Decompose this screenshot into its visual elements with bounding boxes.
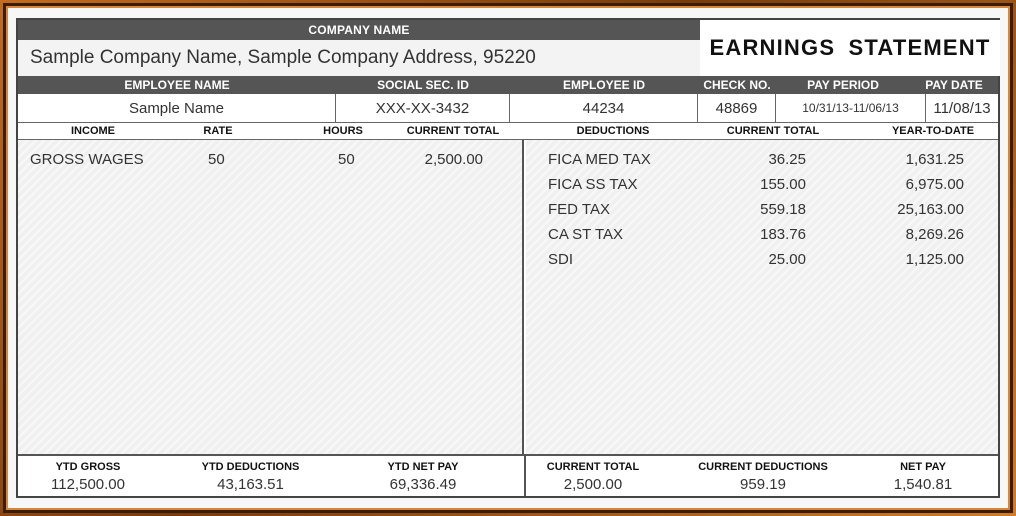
current-deductions-label: CURRENT DEDUCTIONS — [698, 461, 828, 473]
company-info: Sample Company Name, Sample Company Address, 95220 — [18, 40, 700, 76]
ytd-deductions-cell — [178, 456, 323, 496]
deduction-name: SDI — [548, 251, 574, 268]
ytd-gross-label: YTD GROSS — [55, 461, 121, 473]
document-title: EARNINGS STATEMENT — [700, 20, 1000, 76]
current-total-label: CURRENT TOTAL — [546, 461, 640, 473]
deduction-row — [526, 222, 998, 247]
ssn-header: SOCIAL SEC. ID — [377, 78, 469, 92]
pay-period-header: PAY PERIOD — [807, 78, 879, 92]
deduction-current: 183.76 — [760, 226, 806, 243]
deduction-row — [526, 172, 998, 197]
pay-date-header: PAY DATE — [925, 78, 983, 92]
current-deductions-cell — [688, 456, 838, 496]
deductions-column-header: DEDUCTIONS — [576, 125, 650, 137]
net-pay-cell — [868, 456, 978, 496]
deduction-name: FICA SS TAX — [548, 176, 638, 193]
deduction-ytd: 1,631.25 — [905, 151, 964, 168]
summary-footer — [18, 454, 998, 496]
employee-name-value: Sample Name — [18, 94, 336, 122]
employee-values-row — [18, 94, 998, 122]
deduction-row — [526, 147, 998, 172]
ytd-gross-value: 112,500.00 — [51, 476, 125, 493]
ssn-value: XXX-XX-3432 — [336, 94, 510, 122]
deduction-name: CA ST TAX — [548, 226, 624, 243]
ytd-net-pay-value: 69,336.49 — [389, 476, 457, 493]
ytd-column-header: YEAR-TO-DATE — [891, 125, 975, 137]
check-number-header: CHECK NO. — [703, 78, 771, 92]
deduction-name: FICA MED TAX — [548, 151, 651, 168]
income-row — [18, 147, 522, 172]
footer-divider — [524, 456, 526, 496]
ytd-deductions-value: 43,163.51 — [217, 476, 284, 493]
current-deductions-value: 959.19 — [740, 476, 786, 493]
deduction-ytd: 1,125.00 — [905, 251, 964, 268]
employee-id-value: 44234 — [510, 94, 698, 122]
earnings-statement — [16, 18, 1000, 498]
deduction-current: 155.00 — [760, 176, 806, 193]
employee-header-row — [18, 76, 998, 94]
deduction-current: 559.18 — [760, 201, 806, 218]
ytd-deductions-label: YTD DEDUCTIONS — [201, 461, 300, 473]
employee-id-header: EMPLOYEE ID — [562, 78, 645, 92]
deduction-name: FED TAX — [548, 201, 610, 218]
deduction-row — [526, 247, 998, 272]
deduction-current: 25.00 — [768, 251, 806, 268]
rate-column-header: RATE — [203, 125, 233, 137]
net-pay-label: NET PAY — [900, 461, 946, 473]
current-total-value: 2,500.00 — [563, 476, 623, 493]
ytd-net-pay-cell — [363, 456, 483, 496]
net-pay-value: 1,540.81 — [893, 476, 953, 493]
employee-name-header: EMPLOYEE NAME — [124, 78, 230, 92]
deduction-ytd: 8,269.26 — [905, 226, 964, 243]
ytd-gross-cell — [18, 456, 158, 496]
deductions-panel — [526, 140, 998, 454]
deductions-current-total-header: CURRENT TOTAL — [726, 125, 820, 137]
income-rate: 50 — [208, 151, 225, 168]
deduction-ytd: 25,163.00 — [897, 201, 964, 218]
ytd-net-pay-label: YTD NET PAY — [387, 461, 459, 473]
current-total-cell — [533, 456, 653, 496]
income-hours: 50 — [338, 151, 355, 168]
company-name-label: COMPANY NAME — [18, 20, 700, 40]
pay-date-value: 11/08/13 — [933, 99, 991, 117]
income-panel — [18, 140, 524, 454]
income-column-header: INCOME — [71, 125, 115, 137]
deduction-row — [526, 197, 998, 222]
income-name: GROSS WAGES — [30, 151, 144, 168]
column-headers-row — [18, 122, 998, 140]
hours-column-header: HOURS — [323, 125, 363, 137]
deduction-ytd: 6,975.00 — [905, 176, 964, 193]
income-current-total-header: CURRENT TOTAL — [406, 125, 500, 137]
pay-period-value: 10/31/13-11/06/13 — [776, 94, 926, 122]
check-number-value: 48869 — [698, 94, 776, 122]
deduction-current: 36.25 — [768, 151, 806, 168]
income-total: 2,500.00 — [424, 151, 483, 168]
